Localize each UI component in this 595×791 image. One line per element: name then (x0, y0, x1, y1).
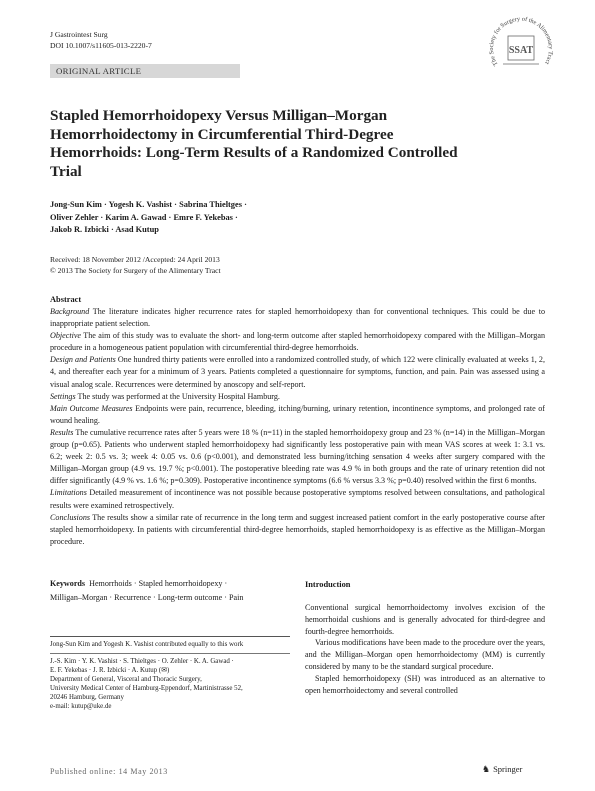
keywords-line: Hemorrhoids · Stapled hemorrhoidopexy · (89, 579, 228, 588)
author-email[interactable]: e-mail: kutup@uke.de (50, 703, 112, 711)
keywords-label: Keywords (50, 579, 86, 588)
copyright: © 2013 The Society for Surgery of the Alimentary Tract (50, 265, 221, 275)
footnote-divider (50, 653, 290, 654)
contribution-note: Jong-Sun Kim and Yogesh K. Vashist contributed equally to this work (50, 641, 244, 648)
footnote-rule (50, 636, 290, 637)
doi[interactable]: DOI 10.1007/s11605-013-2220-7 (50, 41, 152, 50)
affiliation-line: 20246 Hamburg, Germany (50, 694, 124, 702)
abstract-section-label: Conclusions (50, 512, 91, 522)
section-label: ORIGINAL ARTICLE (56, 66, 142, 76)
abstract-section-text: Detailed measurement of incontinence was not possible because postoperative symptoms resolved between consultations, and pathological results were examined retrospectively. (50, 488, 545, 510)
author-list (50, 199, 350, 237)
article-dates (50, 255, 221, 276)
abstract-section-label: Design and Patients (50, 355, 116, 365)
keywords-line: Milligan–Morgan · Recurrence · Long-term outcome · Pain (50, 593, 244, 602)
abstract-section (50, 427, 545, 487)
publisher-name: Springer (493, 764, 523, 774)
abstract-sections (50, 306, 545, 548)
intro-paragraph: Stapled hemorrhoidopexy (SH) was introduced as an alternative to open hemorrhoidectomy and several controlled (305, 673, 545, 695)
journal-name: J Gastrointest Surg (50, 30, 108, 39)
abstract-section (50, 512, 545, 548)
abstract-section-label: Main Outcome Measures (50, 403, 133, 413)
abstract-section-label: Settings (50, 391, 76, 401)
abstract (50, 294, 545, 548)
affiliation-line: E. F. Yekebas · J. R. Izbicki · A. Kutup (✉) (50, 667, 170, 675)
abstract-section-text: The study was performed at the University Hospital Hamburg. (77, 391, 280, 401)
abstract-section-label: Objective (50, 331, 82, 341)
abstract-section (50, 306, 545, 330)
society-seal-icon (485, 10, 557, 82)
affiliation (50, 657, 300, 712)
published-online: Published online: 14 May 2013 (50, 767, 168, 776)
affiliation-line: J.-S. Kim · Y. K. Vashist · S. Thieltges · O. Zehler · K. A. Gawad · (50, 658, 234, 665)
affiliation-line: University Medical Center of Hamburg-Eppendorf, Martinistrasse 52, (50, 685, 243, 693)
abstract-section-text: The results show a similar rate of recurrence in the long term and suggest increased patient comfort in the early postoperative course after stapled hemorrhoidopexy. In patients with circumferential third-degree hemorrhoids, stapled hemorrhoidopexy is as effective as the Milligan–Morgan procedure. (50, 512, 545, 546)
abstract-section (50, 487, 545, 511)
author-line: Oliver Zehler · Karim A. Gawad · Emre F. Yekebas · (50, 212, 238, 222)
abstract-section-text: The aim of this study was to evaluate the short- and long-term outcome after stapled hemorrhoidopexy compared with the Milligan–Morgan procedure in a homogeneous patient population with circumferential third-degree hemorrhoids. (50, 331, 545, 353)
abstract-section (50, 391, 545, 403)
svg-text:SSAT: SSAT (508, 45, 534, 56)
intro-paragraph: Conventional surgical hemorrhoidectomy involves excision of the hemorrhoidal cushions and is generally advocated for third-degree and fourth-degree hemorrhoids. (305, 603, 545, 636)
abstract-section (50, 403, 545, 427)
abstract-section-text: The cumulative recurrence rates after 5 years were 18 % (n=11) in the stapled hemorrhoidopexy group and 23 % (n=14) in the Milligan–Morgan group (p=0.65). Patients who underwent stapled hemorrhoidopexy had significantly less postoperative pain with mean VAS scores at week 1: 3.1 vs. 6.2; week 2: 0.5 vs. 3; week 4: 0.05 vs. 0.6 (p<0.001), and demonstrated less burning/itching sensation 4 weeks after surgery compared with the Milligan–Morgan group (4.9 vs. 19.7 %; p<0.001). The postoperative bleeding rate was 4.9 % in both groups and the rate of urinary retention did not differ significantly (4.9 % vs. 1.6 %; p=0.309). Postoperative incontinence symptoms (6.6 % versus 3.3 %; p=0.40) resolved within the first 6 months. (50, 427, 545, 486)
abstract-heading: Abstract (50, 295, 82, 304)
abstract-section-label: Results (50, 427, 74, 437)
author-line: Jakob R. Izbicki · Asad Kutup (50, 225, 159, 234)
introduction-body (305, 602, 545, 696)
received-accepted: Received: 18 November 2012 /Accepted: 24 April 2013 (50, 255, 220, 264)
svg-text:The Society for Surgery of the: The Society for Surgery of the Alimentary Tract (487, 15, 555, 68)
author-line: Jong-Sun Kim · Yogesh K. Vashist · Sabrina Thieltges · (50, 200, 247, 209)
springer-horse-icon: ♞ (482, 764, 491, 774)
abstract-section (50, 354, 545, 390)
affiliation-line: Department of General, Visceral and Thoracic Surgery, (50, 676, 202, 684)
introduction-heading: Introduction (305, 580, 351, 589)
section-banner (50, 64, 240, 78)
abstract-section-label: Limitations (50, 488, 87, 498)
abstract-section (50, 330, 545, 354)
abstract-section-text: One hundred thirty patients were enrolled into a randomized controlled study, of which 122 were clinically evaluated at weeks 1, 2, 4, and thereafter each year for a minimum of 3 years. Patients completed a questionnaire for symptoms, function, and pain. Pain was assessed using a visual analog scale. Recurrences were determined by anoscopy and self-report. (50, 355, 545, 389)
abstract-section-text: The literature indicates higher recurrence rates for stapled hemorrhoidopexy than for conventional techniques. This could be due to inappropriate patient selection. (50, 307, 545, 329)
keywords (50, 577, 290, 605)
article-title: Stapled Hemorrhoidopexy Versus Milligan–Morgan Hemorrhoidectomy in Circumferential Third-Degree Hemorrhoids: Long-Term Results of a Randomized Controlled Trial (50, 107, 458, 180)
abstract-section-text: Endpoints were pain, recurrence, bleeding, itching/burning, urinary retention, incontinence symptoms, and prolonged rate of wound healing. (50, 403, 545, 425)
publisher-logo (482, 764, 522, 775)
intro-paragraph: Various modifications have been made to the procedure over the years, and the Milligan–Morgan open hemorrhoidectomy (MM) is currently considered by many to be the standard surgical procedure. (305, 638, 545, 671)
abstract-section-label: Background (50, 307, 90, 316)
